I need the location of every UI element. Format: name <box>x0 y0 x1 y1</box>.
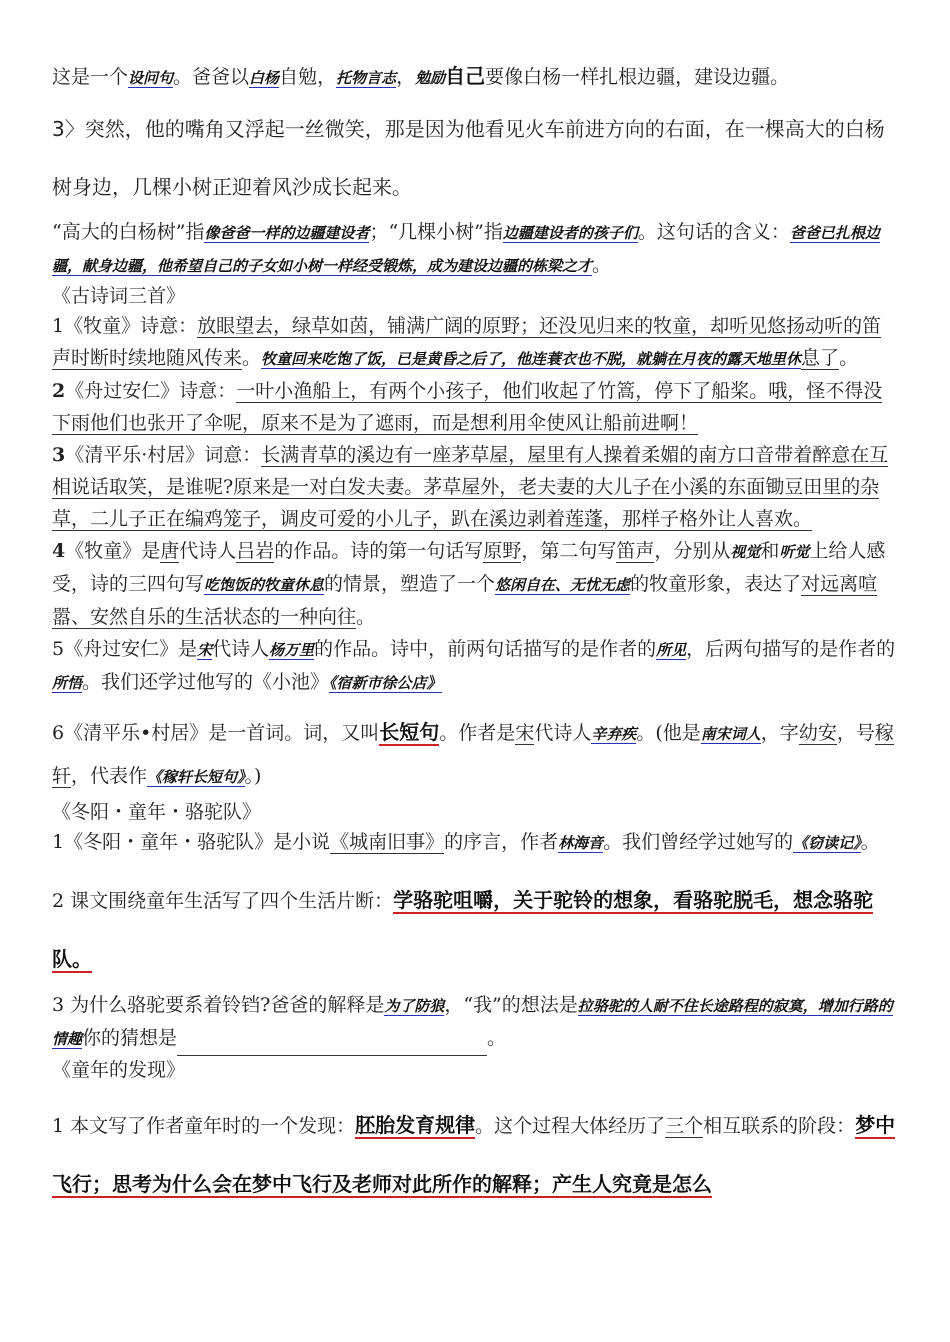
answer-my-idea: 拉骆驼的人耐不住长途路程的寂寞，增加行路的情趣 <box>52 997 893 1048</box>
answer-song: 宋 <box>197 641 213 659</box>
text: 。 <box>592 254 612 276</box>
item-zhouguo-analysis <box>52 633 900 699</box>
item-qingpingle-analysis <box>52 711 900 798</box>
text: ，字 <box>760 722 799 744</box>
answer-three: 三个 <box>665 1115 704 1137</box>
answer-rhetorical-question: 设问句 <box>128 69 174 87</box>
answer-mianli: 勉励 <box>415 69 446 87</box>
item-camel-3 <box>52 989 900 1056</box>
answer-suojian: 所见 <box>656 641 687 659</box>
text: 上给人感受，诗的三四句写 <box>52 540 886 595</box>
text: 。(他是 <box>636 722 701 744</box>
answer-youan: 幼安 <box>798 722 837 744</box>
answer-yuanye: 原野 <box>483 540 522 562</box>
answer-linhaiyin: 林海音 <box>558 834 604 852</box>
text: 的牧童形象，表达了 <box>630 573 802 595</box>
answer-disheng: 笛声 <box>616 540 655 562</box>
answer-mutong-meaning-2: 牧童回来吃饱了饭，已是黄昏之后了，他连蓑衣也不脱，就躺在月夜的露天地里休 <box>261 350 802 368</box>
answer-dynasty: 宋 <box>515 722 535 744</box>
answer-embryo: 胚胎发育规律 <box>355 1113 476 1137</box>
text: 你的猜想是 <box>82 1027 178 1049</box>
section-title-discovery: 《童年的发现》 <box>52 1059 186 1081</box>
item-camel-1 <box>52 826 900 859</box>
paragraph-baiyang-summary <box>52 60 900 94</box>
text: 。) <box>244 765 262 787</box>
answer-tuowu: 托物言志 <box>336 69 397 87</box>
text: 的作品。诗的第一句话写 <box>274 540 484 562</box>
text: 。作者是 <box>439 722 516 744</box>
paragraph-sentence-meaning <box>52 216 900 282</box>
text: 。 <box>242 347 262 369</box>
text: 《舟过安仁》诗意： <box>65 380 237 402</box>
answer-suowu: 所悟 <box>52 674 83 692</box>
answer-changduanju: 长短句 <box>379 720 440 744</box>
text: 代诗人 <box>179 540 237 562</box>
text: 1《冬阳・童年・骆驼队》是小说 <box>52 831 331 853</box>
text: ，第二句写 <box>521 540 617 562</box>
text: 要像白杨一样扎根边疆，建设边疆。 <box>485 66 790 88</box>
item-number: 4 <box>52 540 66 562</box>
text: ，分别从 <box>654 540 731 562</box>
item-zhouguo-meaning <box>52 375 900 439</box>
answer-nansong: 南宋词人 <box>700 725 761 743</box>
text: “高大的白杨树”指 <box>52 221 205 243</box>
answer-xinqiji: 辛弃疾 <box>591 725 637 743</box>
answer-poet: 吕岩 <box>236 540 275 562</box>
answer-qingpingle-meaning: 长满青草的溪边有一座茅草屋，屋里有人操着柔媚的南方口音带着醉意在互相说话取笑，是谁呢?原来是一对白发夫妻。茅草屋外，老夫妻的大儿子在小溪的东面锄豆田里的杂草，二儿子正在编鸡笼子，调皮可爱的小儿子，趴在溪边剥着莲蓬，那样子格外让人喜欢。 <box>52 444 889 530</box>
text: 和 <box>760 540 780 562</box>
quote-sentence-3: 3〉突然，他的嘴角又浮起一丝微笑，那是因为他看见火车前进方向的右面，在一棵高大的白杨树身边，几棵小树正迎着风沙成长起来。 <box>52 117 885 199</box>
text: 2 课文围绕童年生活写了四个生活片断： <box>52 890 394 912</box>
item-number: 2 <box>52 380 66 402</box>
text: 相互联系的阶段： <box>703 1115 856 1137</box>
text: 《牧童》是 <box>65 540 161 562</box>
answer-masterpiece: 《稼轩长短句》 <box>147 768 245 786</box>
text: 代诗人 <box>212 638 270 660</box>
answer-meaning: 爸爸已扎根边疆，献身边疆，他希望自己的子女如小树一样经受锻炼，成为建设边疆的栋梁之才 <box>52 224 880 275</box>
text: ， <box>396 66 416 88</box>
answer-image: 悠闲自在、无忧无虑 <box>495 576 631 594</box>
answer-four-fragments: 学骆驼咀嚼，关于驼铃的想象，看骆驼脱毛，想念骆驼队。 <box>52 888 874 971</box>
answer-builders: 像爸爸一样的边疆建设者 <box>204 224 370 242</box>
answer-jiaxuan: 稼轩 <box>52 722 894 787</box>
text: 的序言，作者 <box>444 831 559 853</box>
answer-novel: 《城南旧事》 <box>330 831 445 853</box>
text: 1《牧童》诗意： <box>52 315 198 337</box>
answer-mutong-meaning: 放眼望去，绿草如茵，铺满广阔的原野；还没见归来的牧童，却听见悠扬动听的笛声时断时续地随风传来 <box>52 315 882 369</box>
item-number: 3 <box>52 444 66 466</box>
answer-yearning: 对远离喧嚣、安然自乐的生活状态的一种向往 <box>52 573 878 628</box>
text: ，代表作 <box>71 765 148 787</box>
text: ，“我”的想法是 <box>444 994 578 1016</box>
text: 。这个过程大体经历了 <box>475 1115 666 1137</box>
section-title-camel: 《冬阳・童年・骆驼队》 <box>52 801 262 823</box>
blank-answer-line[interactable] <box>177 1033 487 1056</box>
text: 。 <box>487 1027 507 1049</box>
text: 。我们曾经学过她写的 <box>603 831 794 853</box>
text: 的作品。诗中，前两句话描写的是作者的 <box>314 638 657 660</box>
answer-scene: 吃饱饭的牧童休息 <box>204 576 325 594</box>
text: 。 <box>356 606 376 628</box>
item-camel-2 <box>52 871 900 989</box>
answer-children: 边疆建设者的孩子们 <box>502 224 638 242</box>
text: ，后两句描写的是作者的 <box>686 638 896 660</box>
text: 。这句话的含义： <box>637 221 790 243</box>
text: ；“几棵小树”指 <box>369 221 503 243</box>
answer-shijue: 视觉 <box>730 543 761 561</box>
text: 6《清平乐•村居》是一首词。词，又叫 <box>52 722 380 744</box>
answer-ziji: 自己 <box>445 64 486 88</box>
answer-dynasty: 唐 <box>160 540 180 562</box>
answer-baiyang: 白杨 <box>249 69 280 87</box>
answer-stages: 梦中飞行；思考为什么会在梦中飞行及老师对此所作的解释；产生人究竟是怎么 <box>52 1113 896 1196</box>
answer-yangwanli: 杨万里 <box>269 641 315 659</box>
text: 5《舟过安仁》是 <box>52 638 198 660</box>
text: 。爸爸以 <box>173 66 250 88</box>
answer-fanglang: 为了防狼 <box>384 997 445 1015</box>
text: 。 <box>860 831 880 853</box>
text: 代诗人 <box>534 722 592 744</box>
text: 《清平乐·村居》词意： <box>65 444 262 466</box>
document-page <box>52 60 900 1214</box>
item-discovery-1 <box>52 1096 900 1214</box>
text: 这是一个 <box>52 66 129 88</box>
item-qingpingle-meaning <box>52 439 900 535</box>
text: 3 为什么骆驼要系着铃铛?爸爸的解释是 <box>52 994 385 1016</box>
text: 。 <box>839 347 859 369</box>
text: ，号 <box>836 722 875 744</box>
section-title-poems: 《古诗词三首》 <box>52 285 186 307</box>
answer-other-poem: 《宿新市徐公店》 <box>329 674 442 692</box>
item-mutong-analysis <box>52 535 900 633</box>
text: 自勉， <box>279 66 337 88</box>
answer-zhouguo-meaning: 一叶小渔船上，有两个小孩子，他们收起了竹篙，停下了船桨。哦，怪不得没下雨他们也张开了伞呢，原来不是为了遮雨，而是想利用伞使风让船前进啊！ <box>52 380 883 434</box>
item-mutong-meaning <box>52 310 900 375</box>
text: 1 本文写了作者童年时的一个发现： <box>52 1115 356 1137</box>
answer-mutong-end: 息了 <box>801 347 840 369</box>
text: 的情景，塑造了一个 <box>324 573 496 595</box>
answer-qiedu: 《窃读记》 <box>793 834 861 852</box>
text: 。我们还学过他写的《小池》 <box>82 671 330 693</box>
answer-tingjue: 听觉 <box>779 543 810 561</box>
